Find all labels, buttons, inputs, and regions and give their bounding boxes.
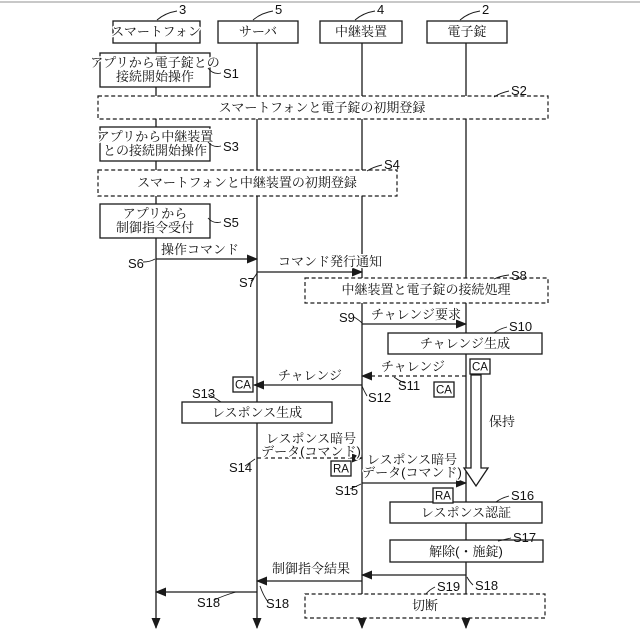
actor-label-smartphone: スマートフォン xyxy=(111,24,201,39)
s14-line1: レスポンス暗号 xyxy=(265,431,357,446)
step-box-s1-connect-start-lock xyxy=(90,53,219,87)
ref-s11: S11 xyxy=(398,378,421,393)
ref-leader-s18-server xyxy=(260,586,268,602)
step-box-s13-response-generate xyxy=(182,402,332,423)
s2-label: スマートフォンと電子錠の初期登録 xyxy=(218,100,426,115)
ref-s4: S4 xyxy=(384,157,400,172)
tag-ra-relay-label: RA xyxy=(333,463,349,476)
actor-smartphone xyxy=(111,2,201,43)
s11-label: チャレンジ xyxy=(381,359,445,374)
ref-s1: S1 xyxy=(223,66,239,81)
tag-ca-mid-label: CA xyxy=(436,384,452,397)
s4-label: スマートフォンと中継装置の初期登録 xyxy=(137,175,357,190)
hold-label: 保持 xyxy=(489,414,516,429)
s13-label: レスポンス生成 xyxy=(211,405,303,420)
ref-s7: S7 xyxy=(239,275,255,290)
ref-s2: S2 xyxy=(511,83,527,98)
ref-leader-s9 xyxy=(354,317,362,323)
s5-line1: アプリから xyxy=(122,206,188,221)
actor-server xyxy=(218,2,298,43)
s3-line2: との接続開始操作 xyxy=(102,143,208,158)
s10-label: チャレンジ生成 xyxy=(420,336,510,351)
dashed-box-s4-initial-registration-relay xyxy=(98,170,397,196)
tag-ra-lock xyxy=(433,488,453,503)
ref-s10: S10 xyxy=(509,319,533,334)
tag-ca-server xyxy=(233,377,253,392)
dashed-box-s19-disconnect xyxy=(305,594,545,618)
ref-s13: S13 xyxy=(192,386,216,401)
ref-s15: S15 xyxy=(335,483,359,498)
ref-numeral-2: 2 xyxy=(482,2,490,17)
actor-relay xyxy=(320,2,402,43)
ref-s6: S6 xyxy=(128,256,144,271)
ref-leader-s18-lock xyxy=(467,577,473,585)
actor-label-lock: 電子錠 xyxy=(447,24,487,39)
actor-label-relay: 中継装置 xyxy=(334,24,388,39)
s15-line1: レスポンス暗号 xyxy=(366,452,458,467)
ref-s18-lock: S18 xyxy=(475,578,499,593)
ref-numeral-4: 4 xyxy=(377,2,385,17)
s3-line1: アプリから中継装置 xyxy=(96,129,214,144)
tag-ra-relay xyxy=(331,461,351,476)
ref-leader-s16 xyxy=(496,496,509,502)
ref-s17: S17 xyxy=(513,530,537,545)
tag-ca-lock xyxy=(470,359,490,374)
hold-hollow-arrow xyxy=(464,375,488,486)
s7-label: コマンド発行通知 xyxy=(277,254,383,269)
s14-line2: データ(コマンド) xyxy=(261,444,361,459)
tag-ca-server-label: CA xyxy=(235,379,251,392)
ref-s14: S14 xyxy=(229,460,253,475)
ref-leader-3 xyxy=(157,11,177,20)
s15-line2: データ(コマンド) xyxy=(362,465,462,480)
step-box-s5-command-accept xyxy=(100,204,210,238)
s16-label: レスポンス認証 xyxy=(420,505,512,520)
step-box-s10-challenge-generate xyxy=(388,333,542,354)
dashed-box-s2-initial-registration-lock xyxy=(98,96,548,119)
tag-ca-mid xyxy=(434,382,454,397)
ref-numeral-3: 3 xyxy=(179,2,187,17)
step-box-s3-connect-start-relay xyxy=(97,127,213,161)
s17-label: 解除(・施錠) xyxy=(429,544,503,559)
ref-s16: S16 xyxy=(511,488,535,503)
s9-label: チャレンジ要求 xyxy=(371,307,461,322)
s18-label: 制御指令結果 xyxy=(271,561,351,576)
ref-leader-2 xyxy=(460,11,480,20)
ref-s8: S8 xyxy=(511,268,527,283)
ref-s18-smartphone: S18 xyxy=(197,595,221,610)
ref-leader-s19 xyxy=(426,587,435,594)
s1-line1: アプリから電子錠との xyxy=(90,55,220,70)
actor-label-server: サーバ xyxy=(238,24,278,39)
s6-label: 操作コマンド xyxy=(160,242,240,257)
tag-ca-lock-label: CA xyxy=(472,361,488,374)
s12-label: チャレンジ xyxy=(278,368,342,383)
ref-s5: S5 xyxy=(223,215,239,230)
s8-label: 中継装置と電子錠の接続処理 xyxy=(341,282,511,297)
ref-s3: S3 xyxy=(223,139,239,154)
ref-leader-5 xyxy=(253,11,273,20)
ref-s9: S9 xyxy=(339,310,355,325)
step-box-s16-response-auth xyxy=(390,502,542,523)
ref-leader-s6 xyxy=(143,259,155,262)
actor-lock xyxy=(427,2,507,43)
tag-ra-lock-label: RA xyxy=(435,490,451,503)
ref-s19: S19 xyxy=(437,579,461,594)
s5-line2: 制御指令受付 xyxy=(115,220,195,235)
s1-line2: 接続開始操作 xyxy=(115,69,195,84)
ref-s18-server: S18 xyxy=(266,596,290,611)
ref-numeral-5: 5 xyxy=(275,2,283,17)
ref-leader-s10 xyxy=(494,327,507,333)
ref-s12: S12 xyxy=(368,390,392,405)
ref-leader-4 xyxy=(355,11,375,20)
ref-leader-s12 xyxy=(362,386,367,396)
s19-label: 切断 xyxy=(411,598,439,613)
